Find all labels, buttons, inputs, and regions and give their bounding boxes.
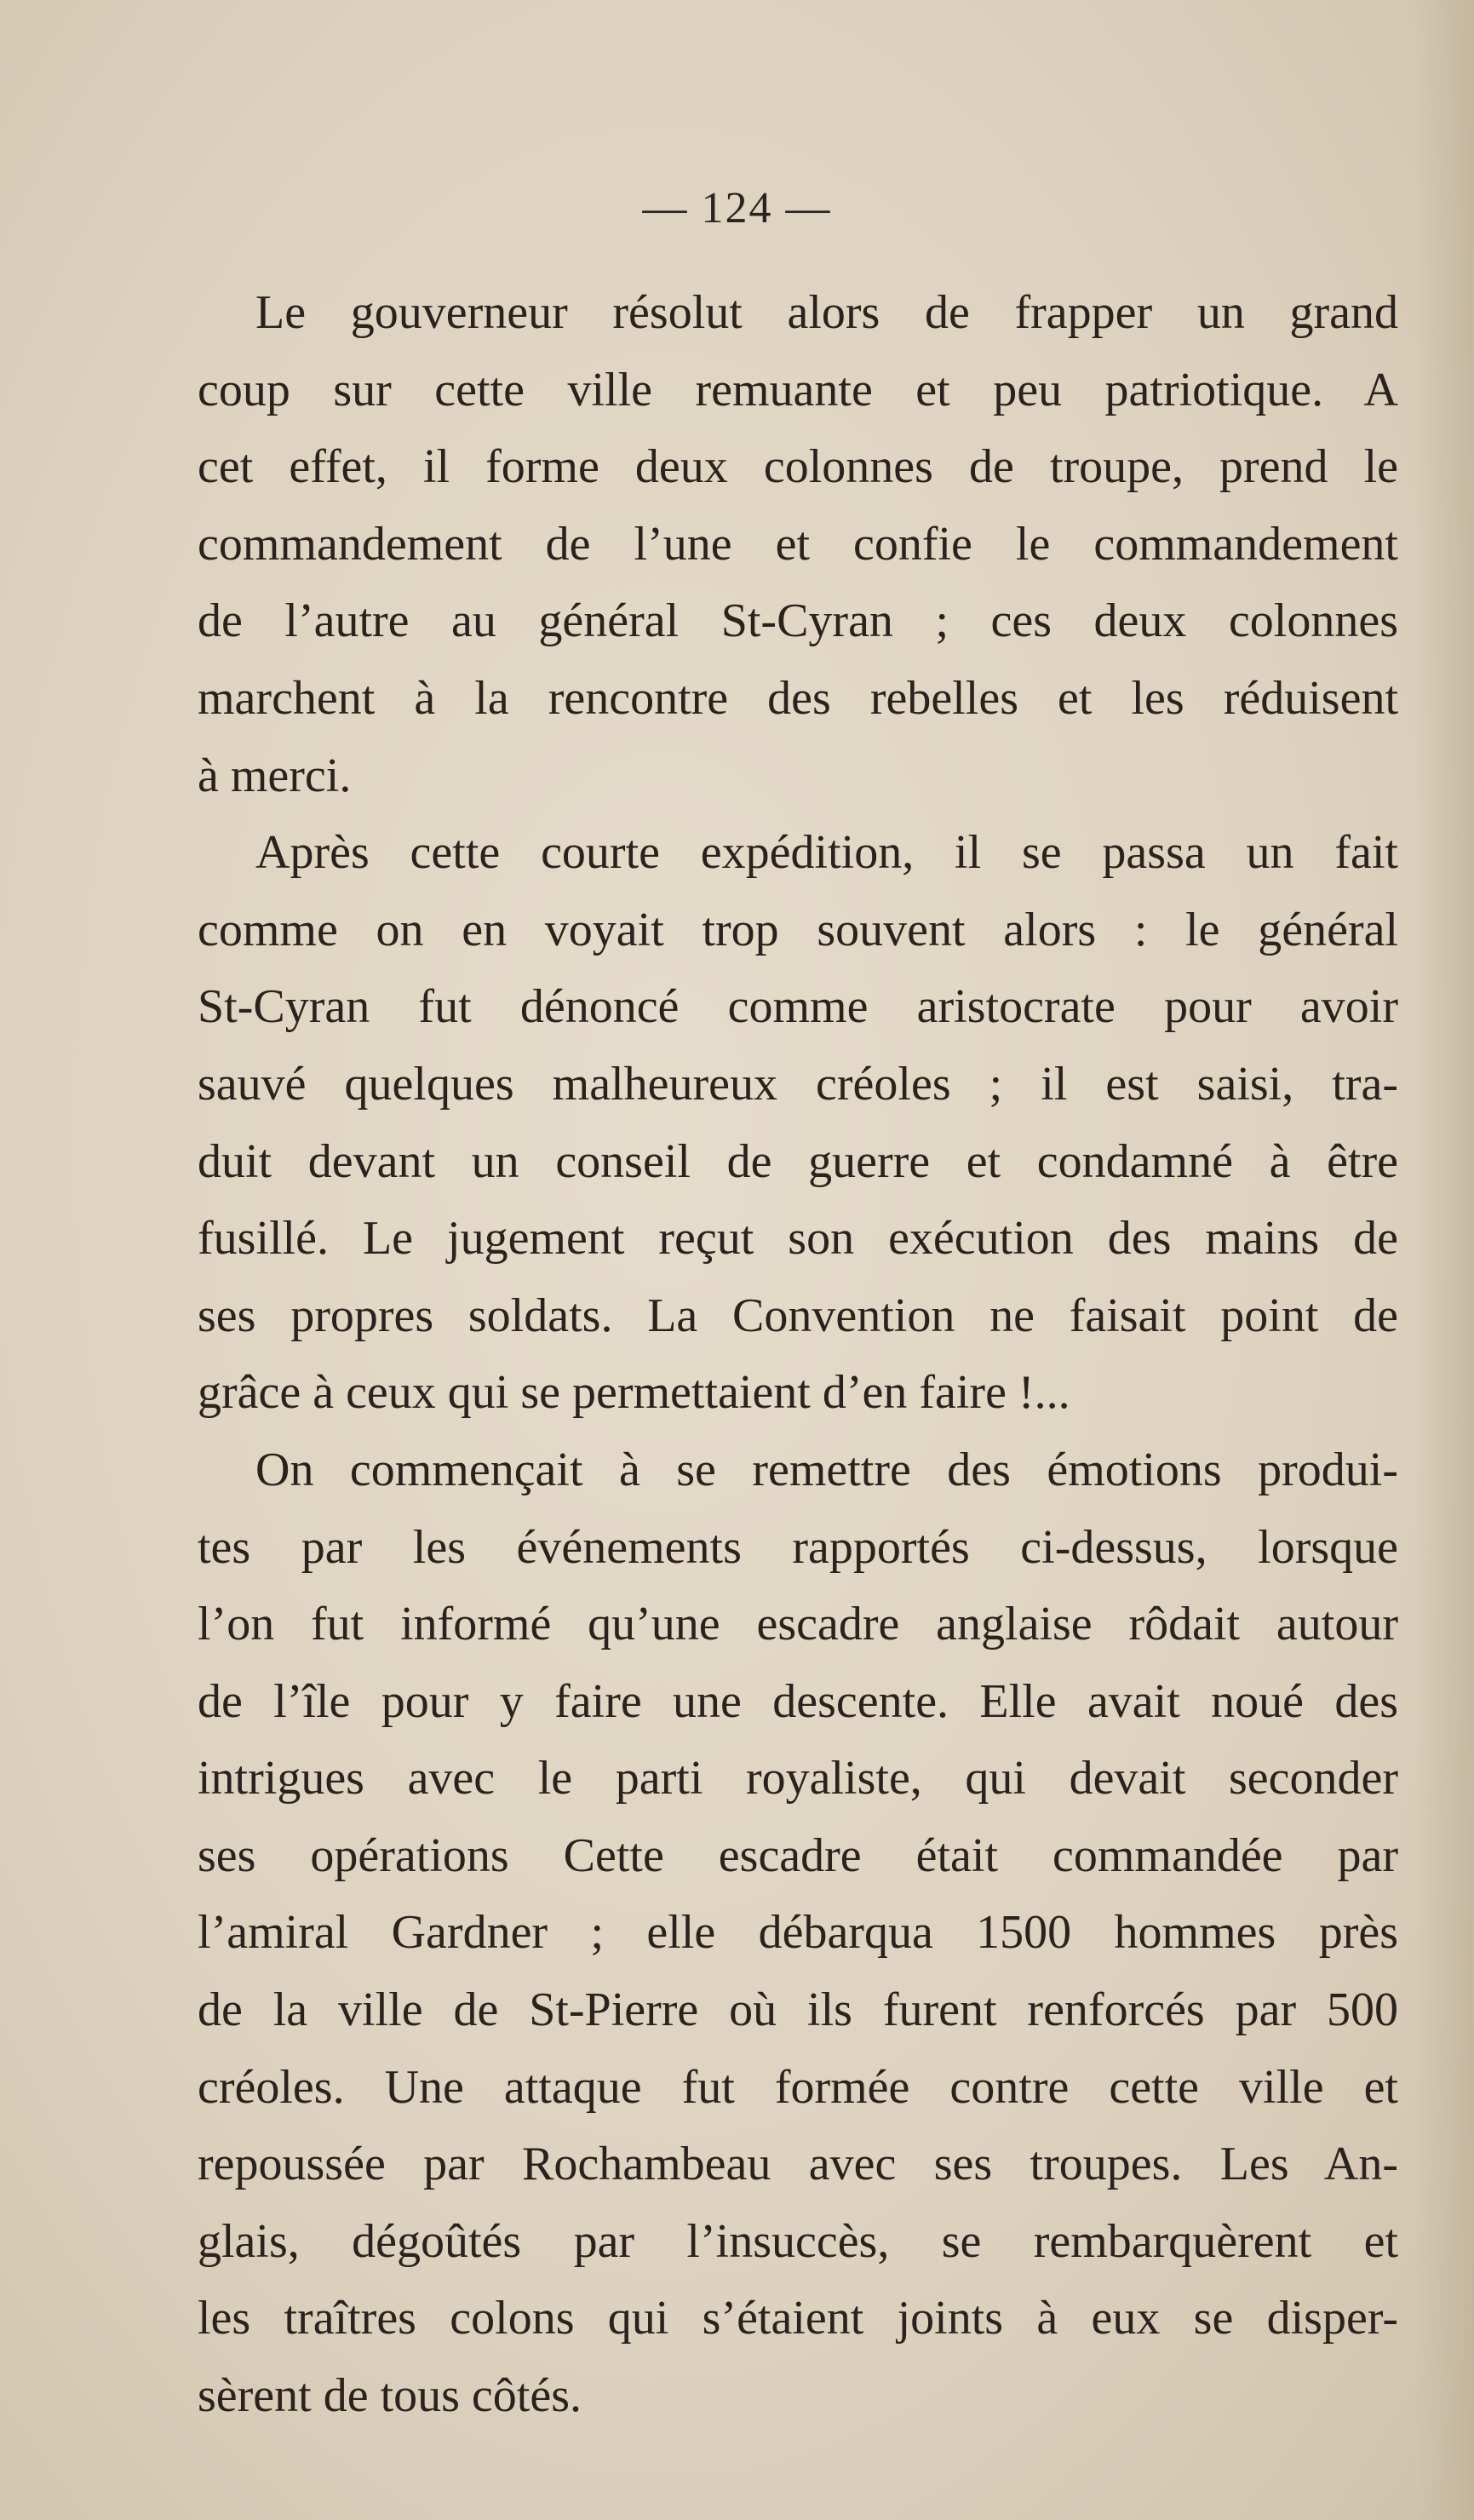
paragraph — [198, 1432, 1398, 2435]
text-line: de l’autre au général St-Cyran ; ces deux colonnes — [198, 594, 1398, 648]
text-line: sèrent de tous côtés. — [198, 2369, 582, 2423]
page-number: — 124 — — [642, 184, 832, 232]
text-line: comme on en voyait trop souvent alors : le général — [198, 903, 1398, 956]
paragraph — [198, 814, 1398, 1432]
text-line: créoles. Une attaque fut formée contre cette ville et — [198, 2060, 1398, 2114]
text-line: ses propres soldats. La Convention ne faisait point de — [198, 1289, 1398, 1342]
body-text — [198, 274, 1398, 2435]
page-edge-shadow — [1414, 0, 1474, 2520]
text-line: commandement de l’une et confie le commandement — [198, 517, 1398, 571]
text-line: l’amiral Gardner ; elle débarqua 1500 hommes près — [198, 1906, 1398, 1960]
text-line: Après cette courte expédition, il se passa un fait — [255, 826, 1398, 880]
text-line: l’on fut informé qu’une escadre anglaise rôdait autour — [198, 1598, 1398, 1651]
text-line: tes par les événements rapportés ci-dessus, lorsque — [198, 1520, 1398, 1574]
text-line: intrigues avec le parti royaliste, qui devait seconder — [198, 1752, 1398, 1805]
text-line: On commençait à se remettre des émotions produi- — [255, 1443, 1398, 1496]
text-line: marchent à la rencontre des rebelles et les réduisent — [198, 671, 1398, 725]
text-line: coup sur cette ville remuante et peu patriotique. A — [198, 363, 1398, 416]
text-line: glais, dégoûtés par l’insuccès, se rembarquèrent et — [198, 2214, 1398, 2268]
text-line: repoussée par Rochambeau avec ses troupes. Les An- — [198, 2138, 1398, 2191]
text-line: de la ville de St-Pierre où ils furent renforcés par 500 — [198, 1983, 1398, 2037]
text-line: ses opérations Cette escadre était commandée par — [198, 1828, 1398, 1882]
text-line: Le gouverneur résolut alors de frapper un grand — [255, 286, 1398, 339]
text-line: duit devant un conseil de guerre et condamné à être — [198, 1134, 1398, 1188]
paragraph — [198, 274, 1398, 814]
text-line: grâce à ceux qui se permettaient d’en faire !... — [198, 1366, 1070, 1420]
text-line: sauvé quelques malheureux créoles ; il est saisi, tra- — [198, 1057, 1398, 1111]
text-line: de l’île pour y faire une descente. Elle avait noué des — [198, 1674, 1398, 1728]
text-line: les traîtres colons qui s’étaient joints à eux se disper- — [198, 2292, 1398, 2345]
text-line: cet effet, il forme deux colonnes de troupe, prend le — [198, 440, 1398, 494]
text-line: fusillé. Le jugement reçut son exécution des mains de — [198, 1212, 1398, 1266]
text-line: St-Cyran fut dénoncé comme aristocrate pour avoir — [198, 980, 1398, 1034]
text-line: à merci. — [198, 749, 352, 802]
